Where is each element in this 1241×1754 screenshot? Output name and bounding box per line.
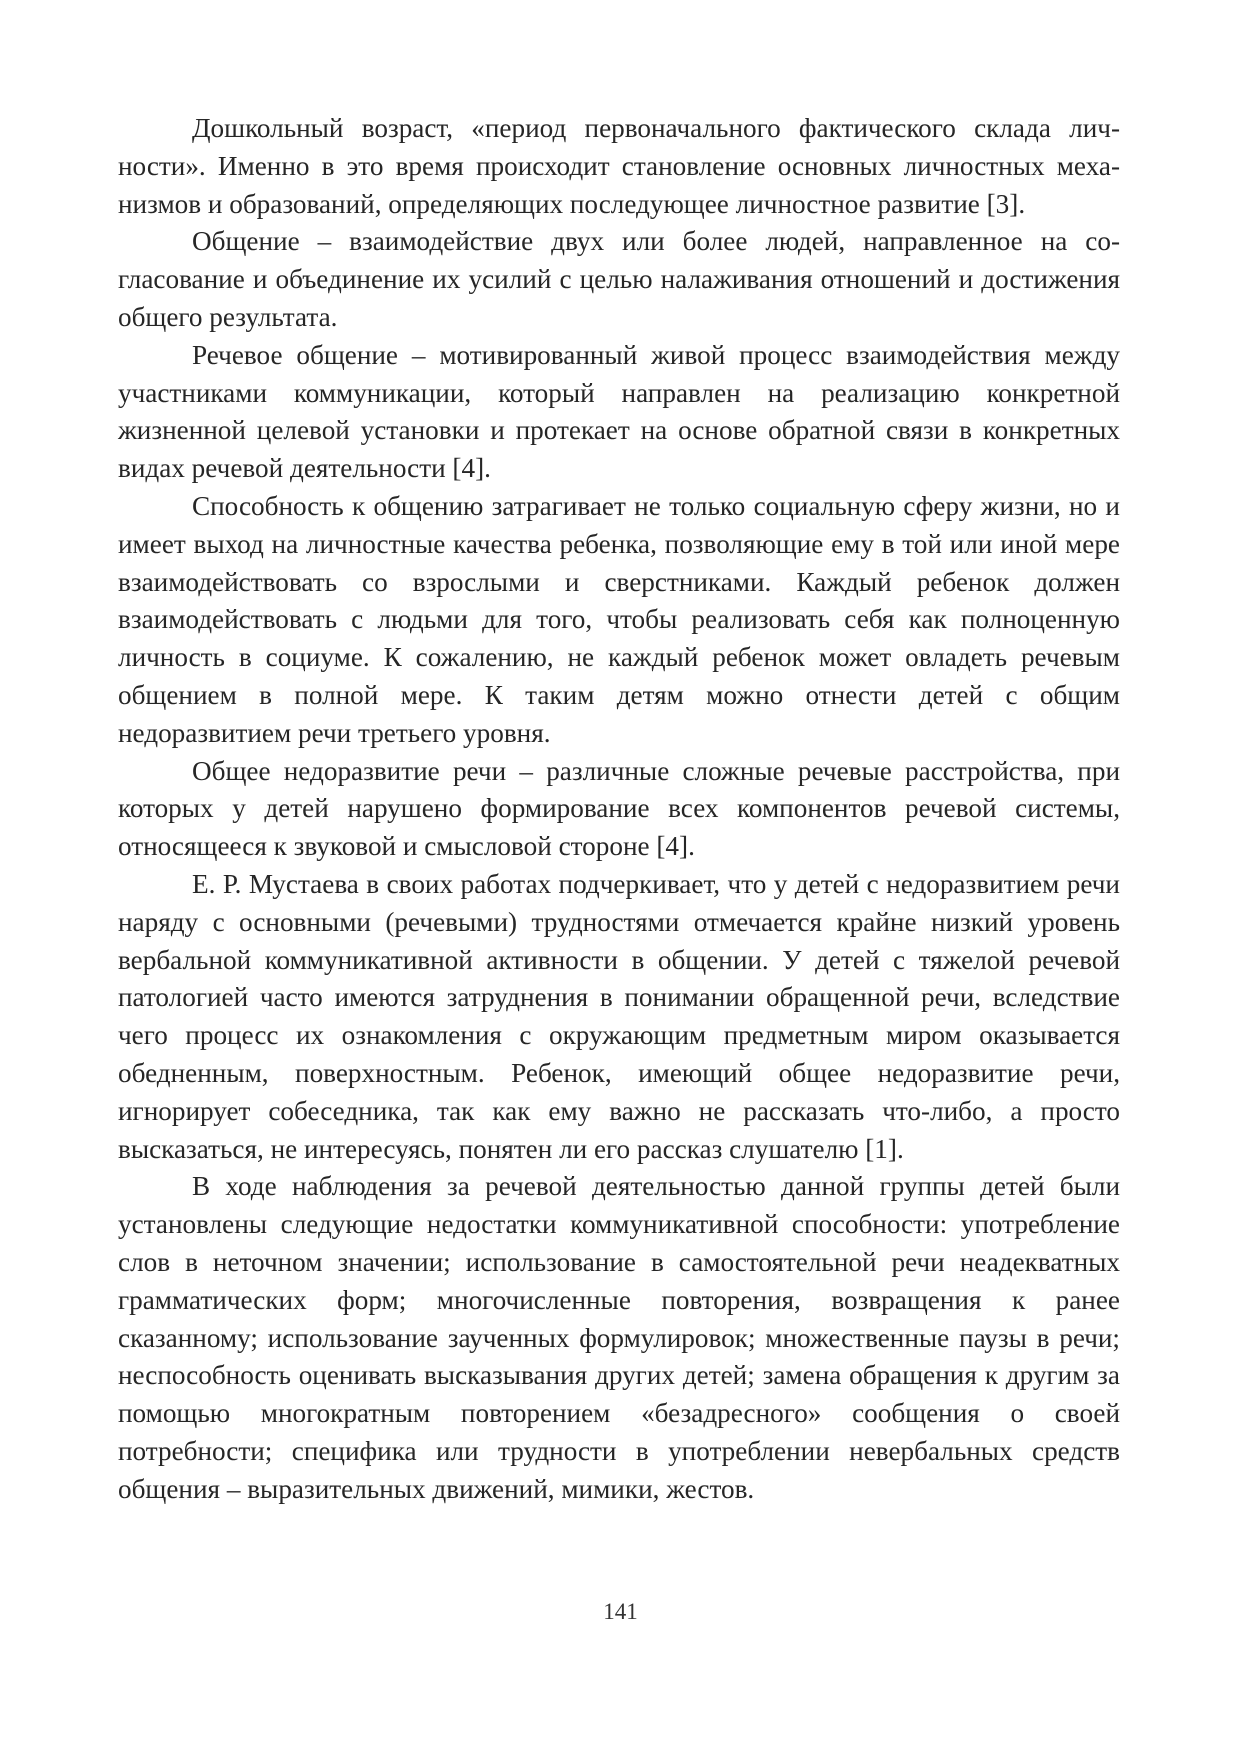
paragraph-communication-definition: Общение – взаимодействие двух или более людей, направленное на согласование и объединение их усилий с целью налаживания отношений и достижения общего результата. [118, 226, 1120, 332]
paragraph-communication-ability: Способность к общению затрагивает не только социальную сферу жизни, но и имеет выход на личностные качества ребенка, позволяющие ему в той или иной мере взаимодействовать со взрослыми и сверстниками. Каждый ребенок должен взаимодействовать с людьми для того, чтобы реализовать себя как полноценную личность в социуме. К сожалению, не каждый ребенок может овладеть речевым общением в полной мере. К таким детям можно отнести детей с общим недоразвитием речи третьего уровня. [118, 490, 1120, 748]
paragraph-speech-communication: Речевое общение – мотивированный живой процесс взаимодействия между участниками коммуникации, который направлен на реализацию конкретной жизненной целевой установки и протекает на основе обратной связи в конкретных видах речевой деятельности [4]. [118, 339, 1120, 484]
paragraph-preschool-age: Дошкольный возраст, «период первоначального фактического склада личности». Именно в это время происходит становление основных личностных механизмов и образований, определяющих последующее личностное развитие [3]. [118, 113, 1120, 219]
paragraph-mustaeva: Е. Р. Мустаева в своих работах подчеркивает, что у детей с недоразвитием речи наряду с основными (речевыми) трудностями отмечается крайне низкий уровень вербальной коммуникативной активности в общении. У детей с тяжелой речевой патологией часто имеются затруднения в понимании обращенной речи, вследствие чего процесс их ознакомления с окружающим предметным миром оказывается обедненным, поверхностным. Ребенок, имеющий общее недоразвитие речи, игнорирует собеседника, так как ему важно не рассказать что-либо, а просто высказаться, не интересуясь, понятен ли его рассказ слушателю [1]. [118, 868, 1120, 1164]
body-text [118, 110, 1120, 1508]
paragraph-speech-underdevelopment: Общее недоразвитие речи – различные сложные речевые расстройства, при которых у детей нарушено формирование всех компонентов речевой системы, относящееся к звуковой и смысловой стороне [4]. [118, 755, 1120, 862]
paragraph-observation: В ходе наблюдения за речевой деятельностью данной группы детей были установлены следующие недостатки коммуникативной способности: употребление слов в неточном значении; использование в самостоятельной речи неадекватных грамматических форм; многочисленные повторения, возвращения к ранее сказанному; использование заученных формулировок; множественные паузы в речи; неспособность оценивать высказывания других детей; замена обращения к другим за помощью многократным повторением «безадресного» сообщения о своей потребности; специфика или трудности в употреблении невербальных средств общения – выразительных движений, мимики, жестов. [118, 1171, 1120, 1504]
page-number: 141 [603, 1599, 638, 1624]
